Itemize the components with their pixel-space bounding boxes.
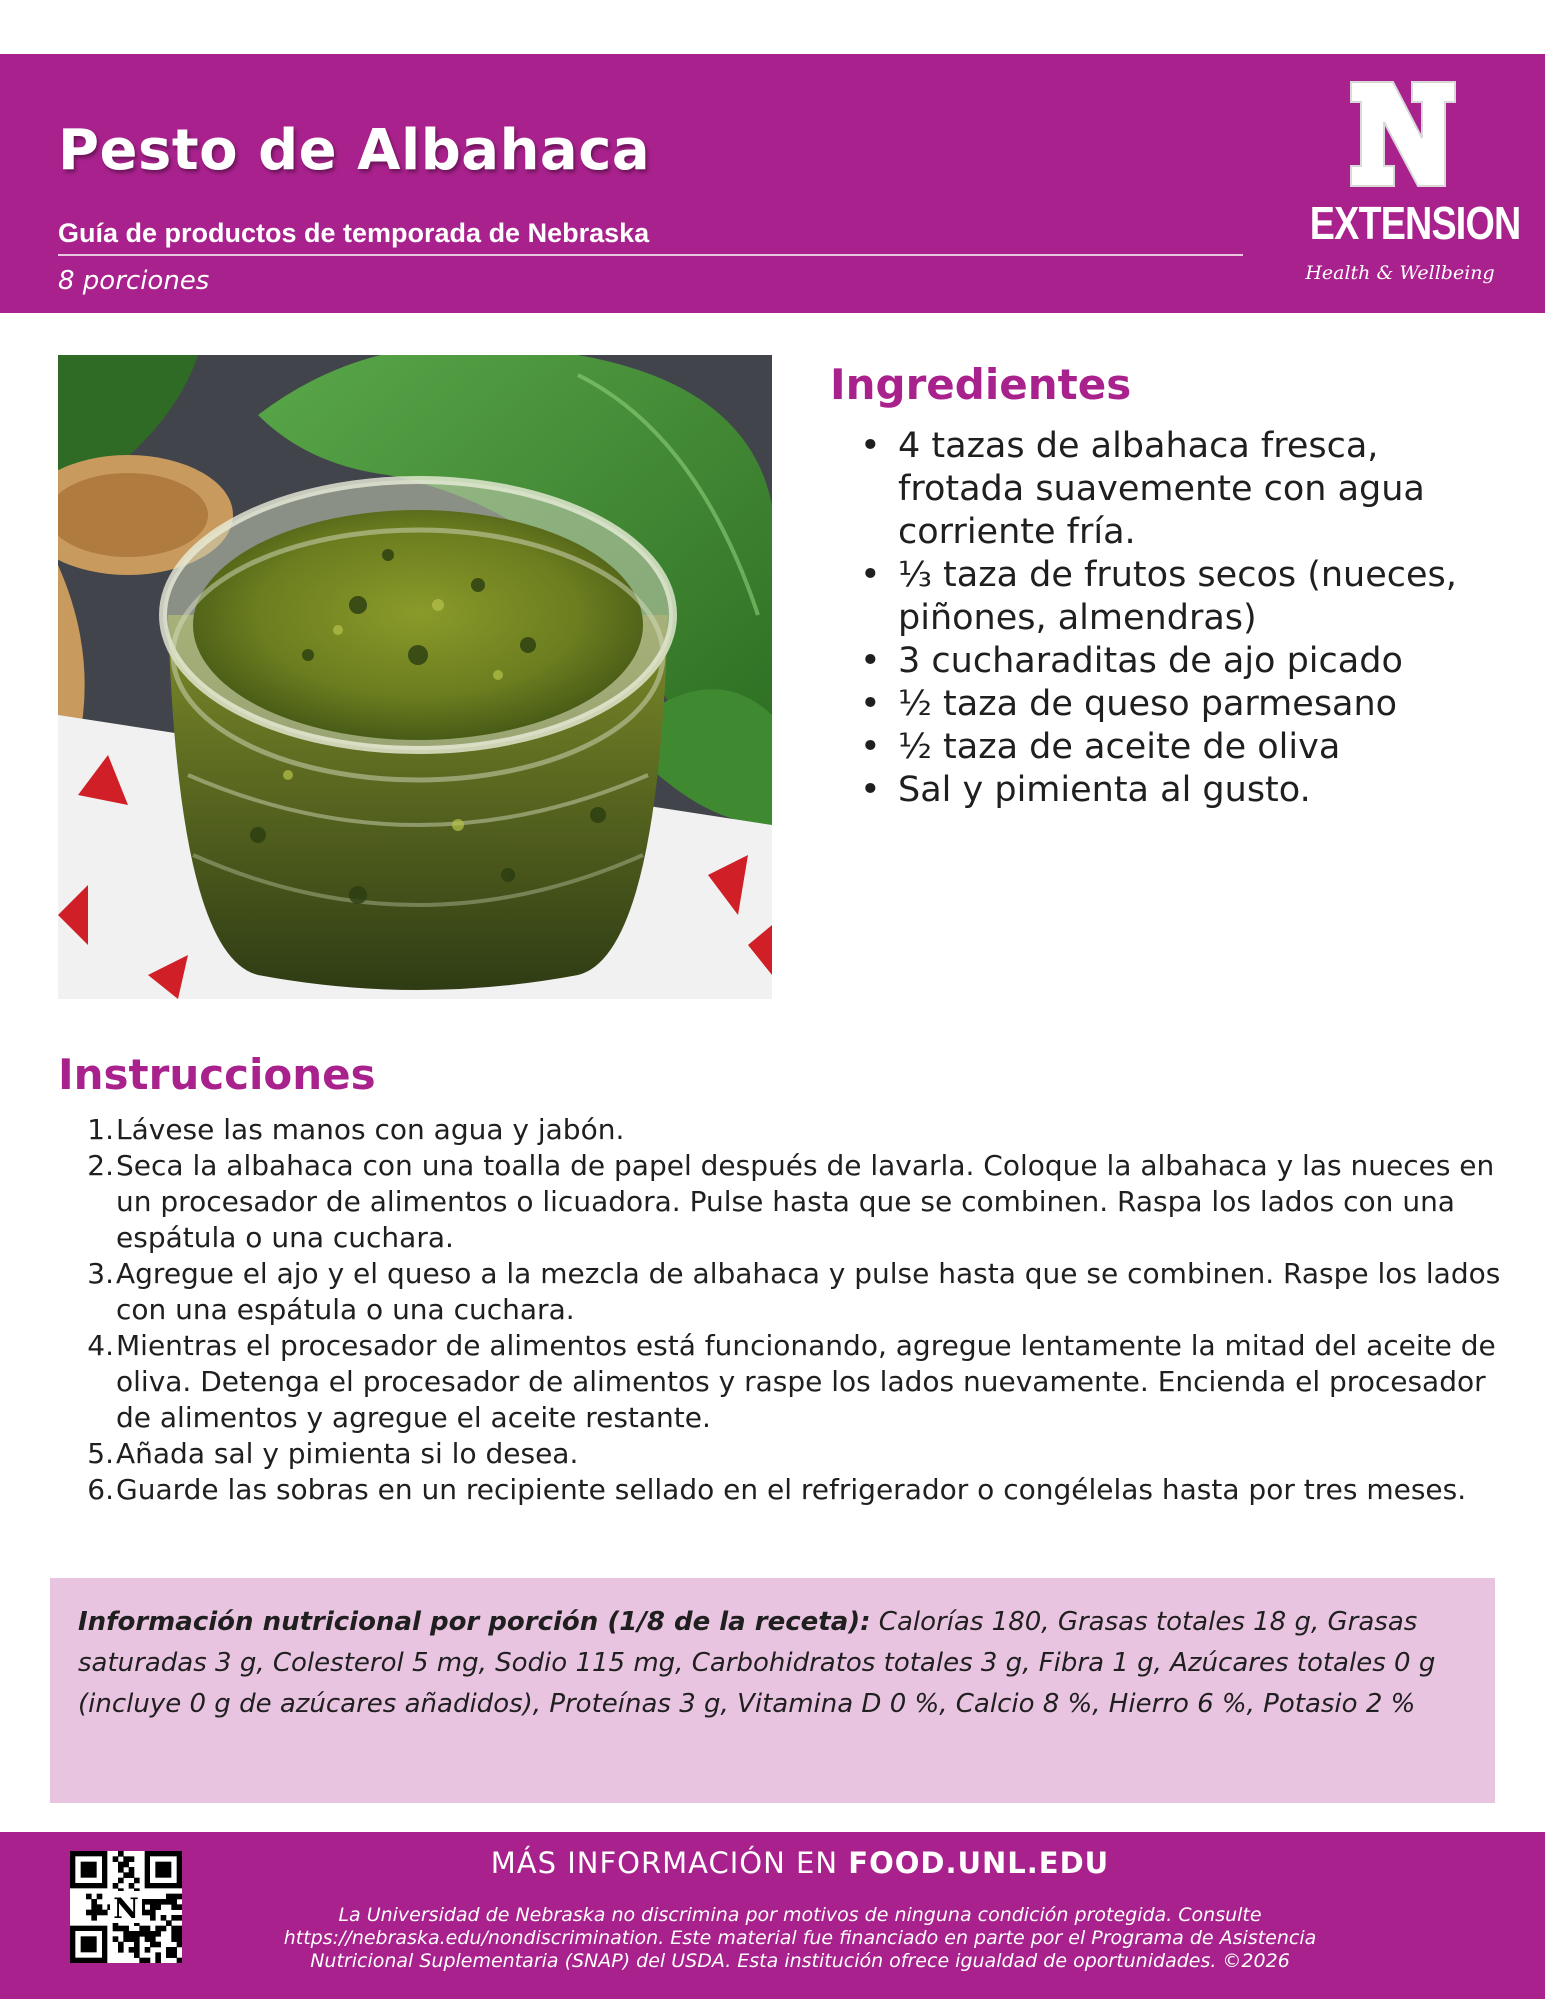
ingredient-item: • Sal y pimienta al gusto. [860,770,1311,810]
basil-pesto-jar-photo [58,355,772,999]
nebraska-n-icon [1348,78,1458,190]
nebraska-extension-logo [1290,74,1521,294]
qr-code-icon[interactable] [70,1851,182,1963]
ingredient-item: • 4 tazas de albahaca fresca, frotada suavemente con agua corriente fría. [860,426,1425,552]
instruction-step: 2. Seca la albahaca con una toalla de papel después de lavarla. Coloque la albahaca y las nueces en un procesador de alimentos o licuadora. Pulse hasta que se combinen. Raspa los lados con una espátula o una cuchara. [87,1149,1495,1254]
food-unl-link[interactable]: FOOD.UNL.EDU [848,1846,1110,1880]
logo-wordmark: EXTENSION [1309,197,1521,249]
recipe-photo [58,355,772,999]
nutrition-label: Información nutricional por porción (1/8 de la receta): [78,1607,871,1637]
ingredients-list [830,425,1510,812]
ingredient-item: • ½ taza de aceite de oliva [860,727,1341,767]
recipe-subtitle: Guía de productos de temporada de Nebraska [58,218,650,248]
instruction-step: 5. Añada sal y pimienta si lo desea. [87,1437,579,1470]
instruction-step: 6. Guarde las sobras en un recipiente sellado en el refrigerador o congélelas hasta por tres meses. [87,1473,1467,1506]
instruction-step: 3. Agregue el ajo y el queso a la mezcla de albahaca y pulse hasta que se combinen. Raspe los lados con una espátula o una cuchara. [87,1257,1501,1326]
nondiscrimination-disclaimer: La Universidad de Nebraska no discrimina por motivos de ninguna condición protegida. Consulte https://nebraska.edu/nondiscrimination. Este material fue financiado en parte por el Programa de Asistencia Nutricional Suplementaria (SNAP) del USDA. Esta institución ofrece igualdad de oportunidades. ©2026 [283,1904,1317,1972]
nutrition-values: Calorías 180, Grasas totales 18 g, Grasas saturadas 3 g, Colesterol 5 mg, Sodio 115 mg, Carbohidratos totales 3 g, Fibra 1 g, Azúcares totales 0 g (incluye 0 g de azúcares añadidos), Proteínas 3 g, Vitamina D 0 %, Calcio 8 %, Hierro 6 %, Potasio 2 % [78,1607,1436,1719]
bullet-icon: • [860,555,881,595]
ingredient-item: • ½ taza de queso parmesano [860,684,1398,724]
ingredient-item: • 3 cucharaditas de ajo picado [860,641,1403,681]
nutrition-info-box [50,1578,1495,1803]
more-info-text: MÁS INFORMACIÓN EN FOOD.UNL.EDU [490,1846,1110,1880]
ingredients-heading: Ingredientes [830,360,1132,409]
recipe-title: Pesto de Albahaca [58,118,651,183]
instructions-list [58,1112,1508,1508]
bullet-icon: • [860,684,881,724]
servings-text: 8 porciones [58,266,210,296]
bullet-icon: • [860,727,881,767]
bullet-icon: • [860,426,881,466]
logo-tagline: Health & Wellbeing [1305,262,1495,284]
instruction-step: 1. Lávese las manos con agua y jabón. [87,1113,625,1146]
header-divider [58,254,1243,256]
instructions-heading: Instrucciones [58,1050,376,1099]
qr-center-n-icon: N [113,1892,139,1925]
bullet-icon: • [860,770,881,810]
ingredient-item: • ⅓ taza de frutos secos (nueces, piñones, almendras) [860,555,1457,638]
instruction-step: 4. Mientras el procesador de alimentos está funcionando, agregue lentamente la mitad del aceite de oliva. Detenga el procesador de alimentos y raspe los lados nuevamente. Encienda el procesador de alimentos y agregue el aceite restante. [87,1329,1496,1434]
bullet-icon: • [860,641,881,681]
